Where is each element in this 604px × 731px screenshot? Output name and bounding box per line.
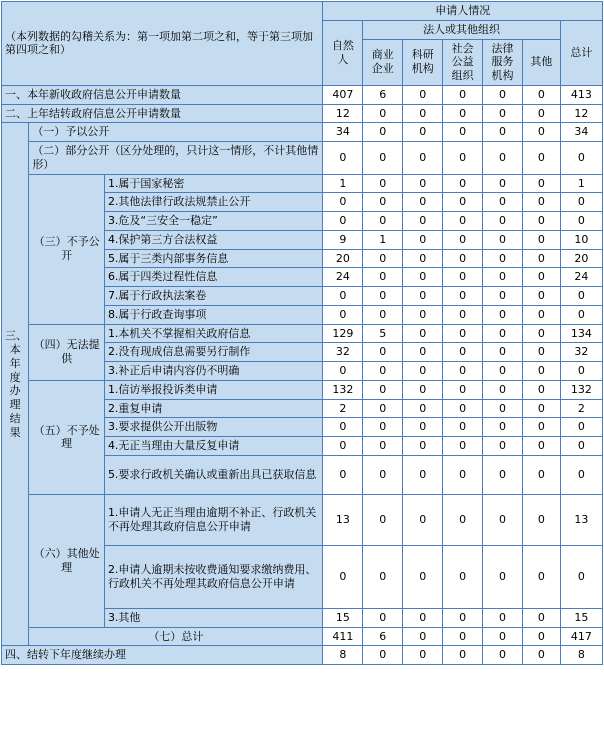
cell-value: 0 — [403, 437, 443, 456]
cell-value: 12 — [323, 104, 363, 123]
cell-value: 0 — [443, 494, 483, 545]
cell-value: 134 — [560, 324, 602, 343]
cell-value: 0 — [443, 437, 483, 456]
cell-value: 32 — [560, 343, 602, 362]
cell-value: 0 — [443, 455, 483, 494]
cell-value: 0 — [403, 193, 443, 212]
cell-value: 0 — [323, 418, 363, 437]
header-col-legal-service: 法律服务机构 — [483, 39, 523, 85]
item-label: 7.属于行政执法案卷 — [104, 287, 323, 306]
table-row — [2, 380, 603, 399]
cell-value: 20 — [560, 249, 602, 268]
cell-value: 0 — [403, 287, 443, 306]
cell-value: 0 — [443, 193, 483, 212]
cell-value: 0 — [522, 287, 560, 306]
sub-label-other-handling: （六）其他处理 — [29, 494, 105, 627]
cell-value: 413 — [560, 85, 602, 104]
cell-value: 0 — [363, 380, 403, 399]
cell-value: 0 — [363, 455, 403, 494]
gov-info-disclosure-table-sheet — [0, 1, 604, 731]
sub-label-disclose: （一）予以公开 — [29, 123, 323, 142]
cell-value: 0 — [443, 627, 483, 646]
prefatory-note: （本列数据的勾稽关系为：第一项加第二项之和，等于第三项加第四项之和） — [2, 2, 323, 86]
cell-value: 0 — [522, 437, 560, 456]
item-label: 2.其他法律行政法规禁止公开 — [104, 193, 323, 212]
cell-value: 0 — [443, 646, 483, 665]
cell-value: 20 — [323, 249, 363, 268]
cell-value: 0 — [483, 249, 523, 268]
cell-value: 129 — [323, 324, 363, 343]
item-label: 1.信访举报投诉类申请 — [104, 380, 323, 399]
cell-value: 411 — [323, 627, 363, 646]
cell-value: 0 — [522, 324, 560, 343]
cell-value: 0 — [363, 399, 403, 418]
header-col-research: 科研机构 — [403, 39, 443, 85]
cell-value: 0 — [403, 305, 443, 324]
item-label: 1.申请人无正当理由逾期不补正、行政机关不再处理其政府信息公开申请 — [104, 494, 323, 545]
cell-value: 0 — [522, 193, 560, 212]
cell-value: 0 — [483, 399, 523, 418]
item-label: 3.补正后申请内容仍不明确 — [104, 362, 323, 381]
cell-value: 0 — [483, 305, 523, 324]
cell-value: 0 — [363, 418, 403, 437]
cell-value: 6 — [363, 85, 403, 104]
cell-value: 2 — [560, 399, 602, 418]
cell-value: 0 — [323, 305, 363, 324]
cell-value: 0 — [560, 545, 602, 608]
cell-value: 0 — [483, 646, 523, 665]
cell-value: 132 — [560, 380, 602, 399]
cell-value: 0 — [443, 380, 483, 399]
item-label: 5.属于三类内部事务信息 — [104, 249, 323, 268]
cell-value: 0 — [443, 104, 483, 123]
cell-value: 0 — [403, 343, 443, 362]
cell-value: 0 — [522, 627, 560, 646]
cell-value: 0 — [522, 268, 560, 287]
table-row — [2, 104, 603, 123]
cell-value: 0 — [522, 545, 560, 608]
table-row — [2, 123, 603, 142]
cell-value: 0 — [443, 85, 483, 104]
item-label: 1.属于国家秘密 — [104, 174, 323, 193]
cell-value: 15 — [323, 608, 363, 627]
cell-value: 12 — [560, 104, 602, 123]
item-label: 8.属于行政查询事项 — [104, 305, 323, 324]
cell-value: 417 — [560, 627, 602, 646]
sub-label-cannot-provide: （四）无法提供 — [29, 324, 105, 380]
cell-value: 0 — [363, 362, 403, 381]
cell-value: 0 — [363, 212, 403, 231]
cell-value: 0 — [403, 85, 443, 104]
cell-value: 0 — [323, 212, 363, 231]
cell-value: 0 — [443, 287, 483, 306]
cell-value: 0 — [403, 646, 443, 665]
cell-value: 0 — [483, 494, 523, 545]
cell-value: 0 — [522, 174, 560, 193]
item-label: 6.属于四类过程性信息 — [104, 268, 323, 287]
cell-value: 0 — [522, 305, 560, 324]
cell-value: 0 — [363, 608, 403, 627]
cell-value: 0 — [403, 627, 443, 646]
cell-value: 0 — [403, 608, 443, 627]
cell-value: 0 — [363, 287, 403, 306]
cell-value: 0 — [483, 455, 523, 494]
cell-value: 0 — [443, 249, 483, 268]
cell-value: 0 — [363, 268, 403, 287]
cell-value: 0 — [323, 437, 363, 456]
cell-value: 13 — [560, 494, 602, 545]
cell-value: 0 — [522, 142, 560, 175]
row-label-new-applications: 一、本年新收政府信息公开申请数量 — [2, 85, 323, 104]
cell-value: 0 — [483, 193, 523, 212]
cell-value: 1 — [323, 174, 363, 193]
cell-value: 132 — [323, 380, 363, 399]
cell-value: 0 — [522, 362, 560, 381]
cell-value: 0 — [522, 85, 560, 104]
header-col-other: 其他 — [522, 39, 560, 85]
cell-value: 0 — [560, 193, 602, 212]
cell-value: 0 — [403, 268, 443, 287]
item-label: 1.本机关不掌握相关政府信息 — [104, 324, 323, 343]
cell-value: 0 — [403, 174, 443, 193]
cell-value: 0 — [443, 212, 483, 231]
cell-value: 5 — [363, 324, 403, 343]
cell-value: 0 — [363, 142, 403, 175]
cell-value: 0 — [403, 545, 443, 608]
row-label-carried-over: 二、上年结转政府信息公开申请数量 — [2, 104, 323, 123]
cell-value: 0 — [403, 494, 443, 545]
cell-value: 0 — [522, 249, 560, 268]
cell-value: 0 — [522, 455, 560, 494]
cell-value: 0 — [323, 362, 363, 381]
item-label: 2.重复申请 — [104, 399, 323, 418]
cell-value: 0 — [403, 142, 443, 175]
sub-label-subtotal: （七）总计 — [29, 627, 323, 646]
row-label-carry-forward: 四、结转下年度继续办理 — [2, 646, 323, 665]
cell-value: 0 — [363, 305, 403, 324]
cell-value: 0 — [443, 608, 483, 627]
cell-value: 0 — [483, 380, 523, 399]
sub-label-not-disclose: （三）不予公开 — [29, 174, 105, 324]
cell-value: 0 — [363, 123, 403, 142]
cell-value: 34 — [560, 123, 602, 142]
cell-value: 0 — [403, 123, 443, 142]
cell-value: 0 — [483, 85, 523, 104]
header-natural-person: 自然人 — [323, 20, 363, 85]
cell-value: 0 — [403, 212, 443, 231]
cell-value: 0 — [323, 545, 363, 608]
sub-label-not-handled: （五）不予处理 — [29, 380, 105, 494]
cell-value: 0 — [403, 399, 443, 418]
item-label: 2.没有现成信息需要另行制作 — [104, 343, 323, 362]
cell-value: 0 — [522, 343, 560, 362]
cell-value: 0 — [443, 399, 483, 418]
cell-value: 0 — [363, 343, 403, 362]
table-row — [2, 627, 603, 646]
cell-value: 0 — [483, 174, 523, 193]
cell-value: 0 — [522, 230, 560, 249]
cell-value: 0 — [363, 494, 403, 545]
cell-value: 0 — [403, 380, 443, 399]
cell-value: 9 — [323, 230, 363, 249]
header-legal-or-other-org: 法人或其他组织 — [363, 20, 560, 39]
row-label-year-results: 三、本年度办理结果 — [2, 123, 29, 646]
cell-value: 0 — [443, 174, 483, 193]
cell-value: 0 — [323, 193, 363, 212]
cell-value: 0 — [403, 418, 443, 437]
cell-value: 1 — [363, 230, 403, 249]
item-label: 4.保护第三方合法权益 — [104, 230, 323, 249]
cell-value: 0 — [483, 104, 523, 123]
cell-value: 0 — [363, 193, 403, 212]
cell-value: 0 — [443, 418, 483, 437]
cell-value: 0 — [323, 287, 363, 306]
cell-value: 0 — [443, 230, 483, 249]
cell-value: 0 — [403, 104, 443, 123]
cell-value: 0 — [483, 268, 523, 287]
cell-value: 0 — [443, 142, 483, 175]
cell-value: 0 — [560, 437, 602, 456]
cell-value: 0 — [560, 305, 602, 324]
cell-value: 15 — [560, 608, 602, 627]
table-row — [2, 142, 603, 175]
cell-value: 2 — [323, 399, 363, 418]
cell-value: 6 — [363, 627, 403, 646]
item-label: 5.要求行政机关确认或重新出具已获取信息 — [104, 455, 323, 494]
table-row — [2, 174, 603, 193]
item-label: 4.无正当理由大量反复申请 — [104, 437, 323, 456]
cell-value: 10 — [560, 230, 602, 249]
gov-info-disclosure-table — [1, 1, 603, 665]
cell-value: 0 — [560, 287, 602, 306]
cell-value: 8 — [560, 646, 602, 665]
cell-value: 0 — [560, 455, 602, 494]
cell-value: 0 — [560, 142, 602, 175]
cell-value: 0 — [522, 418, 560, 437]
item-label: 3.其他 — [104, 608, 323, 627]
cell-value: 0 — [363, 174, 403, 193]
cell-value: 0 — [403, 249, 443, 268]
cell-value: 0 — [483, 287, 523, 306]
cell-value: 0 — [363, 437, 403, 456]
header-row-applicant-group — [2, 2, 603, 21]
cell-value: 0 — [363, 249, 403, 268]
cell-value: 0 — [323, 142, 363, 175]
cell-value: 0 — [403, 230, 443, 249]
cell-value: 0 — [522, 212, 560, 231]
cell-value: 1 — [560, 174, 602, 193]
cell-value: 0 — [443, 362, 483, 381]
cell-value: 0 — [443, 305, 483, 324]
cell-value: 0 — [522, 104, 560, 123]
cell-value: 0 — [560, 212, 602, 231]
cell-value: 0 — [403, 362, 443, 381]
cell-value: 0 — [483, 343, 523, 362]
cell-value: 0 — [323, 455, 363, 494]
cell-value: 0 — [522, 608, 560, 627]
cell-value: 32 — [323, 343, 363, 362]
cell-value: 0 — [483, 545, 523, 608]
cell-value: 34 — [323, 123, 363, 142]
cell-value: 8 — [323, 646, 363, 665]
header-total: 总计 — [560, 20, 602, 85]
cell-value: 0 — [522, 123, 560, 142]
cell-value: 0 — [403, 324, 443, 343]
cell-value: 0 — [522, 494, 560, 545]
cell-value: 24 — [560, 268, 602, 287]
sub-label-partial-disclose: （二）部分公开（区分处理的，只计这一情形，不计其他情形） — [29, 142, 323, 175]
cell-value: 0 — [363, 545, 403, 608]
cell-value: 0 — [483, 418, 523, 437]
cell-value: 24 — [323, 268, 363, 287]
cell-value: 0 — [443, 268, 483, 287]
item-label: 3.要求提供公开出版物 — [104, 418, 323, 437]
table-row — [2, 494, 603, 545]
cell-value: 0 — [560, 362, 602, 381]
table-row — [2, 646, 603, 665]
cell-value: 407 — [323, 85, 363, 104]
cell-value: 0 — [363, 104, 403, 123]
cell-value: 0 — [483, 212, 523, 231]
cell-value: 0 — [443, 545, 483, 608]
cell-value: 0 — [363, 646, 403, 665]
cell-value: 0 — [443, 123, 483, 142]
header-col-commercial: 商业企业 — [363, 39, 403, 85]
header-applicant-situation: 申请人情况 — [323, 2, 603, 21]
cell-value: 0 — [483, 362, 523, 381]
cell-value: 0 — [560, 418, 602, 437]
cell-value: 0 — [443, 324, 483, 343]
item-label: 2.申请人逾期未按收费通知要求缴纳费用、行政机关不再处理其政府信息公开申请 — [104, 545, 323, 608]
header-col-public-welfare: 社会公益组织 — [443, 39, 483, 85]
item-label: 3.危及“三安全一稳定” — [104, 212, 323, 231]
cell-value: 0 — [483, 627, 523, 646]
cell-value: 0 — [443, 343, 483, 362]
cell-value: 0 — [522, 399, 560, 418]
cell-value: 0 — [483, 142, 523, 175]
cell-value: 0 — [483, 437, 523, 456]
cell-value: 0 — [522, 646, 560, 665]
table-row — [2, 85, 603, 104]
cell-value: 0 — [483, 230, 523, 249]
cell-value: 0 — [403, 455, 443, 494]
table-row — [2, 324, 603, 343]
cell-value: 13 — [323, 494, 363, 545]
cell-value: 0 — [483, 608, 523, 627]
cell-value: 0 — [522, 380, 560, 399]
cell-value: 0 — [483, 123, 523, 142]
cell-value: 0 — [483, 324, 523, 343]
